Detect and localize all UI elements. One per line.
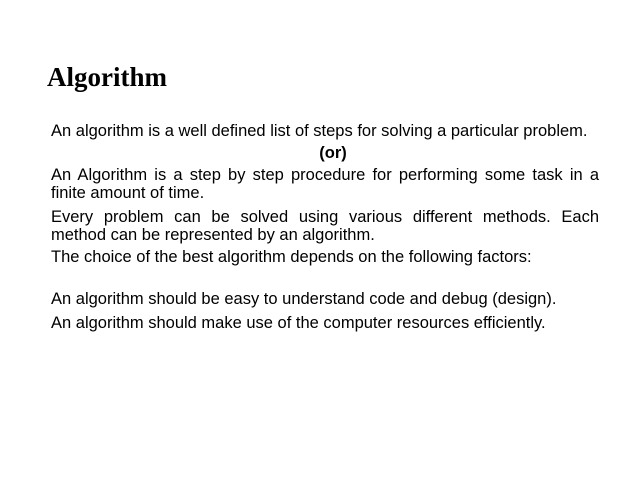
methods-paragraph: Every problem can be solved using various different methods. Each method can be represented by an algorithm.	[51, 208, 599, 244]
factor-design: An algorithm should be easy to understand code and debug (design).	[51, 290, 557, 308]
factors-intro: The choice of the best algorithm depends on the following factors:	[51, 248, 532, 266]
or-separator: (or)	[319, 144, 347, 162]
definition-paragraph-2: An Algorithm is a step by step procedure for performing some task in a finite amount of time.	[51, 166, 599, 202]
definition-paragraph-1: An algorithm is a well defined list of steps for solving a particular problem.	[51, 122, 588, 140]
slide-title: Algorithm	[47, 62, 167, 92]
factor-efficiency: An algorithm should make use of the computer resources efficiently.	[51, 314, 546, 332]
slide-body	[51, 122, 599, 332]
